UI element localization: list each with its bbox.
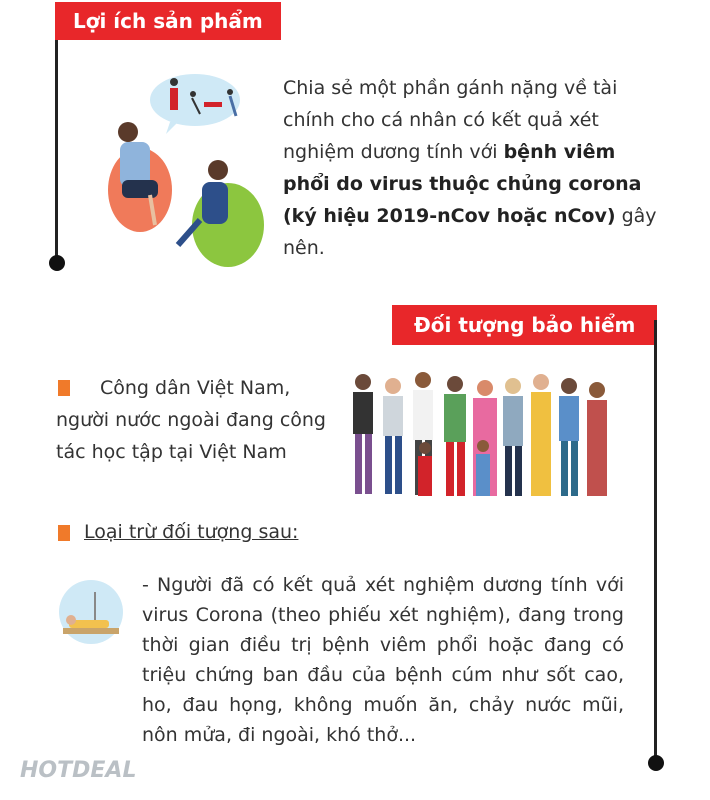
benefit-text-start: Chia sẻ một phần gánh nặng về tài chính cho cá nhân có kết quả xét nghiệm dương tính với	[283, 77, 618, 163]
benefit-text-end: gây nên.	[283, 205, 657, 259]
timeline-line-right	[654, 320, 657, 760]
insured-citizens-label: Công dân Việt Nam, người nước ngoài đang công tác học tập tại Việt Nam	[56, 377, 326, 463]
counseling-illustration	[100, 70, 280, 270]
insured-citizens-text	[56, 372, 346, 468]
benefit-text-bold: bệnh viêm phổi do virus thuộc chủng corona (ký hiệu 2019-nCov hoặc nCov)	[283, 141, 642, 227]
timeline-dot-right	[648, 755, 664, 771]
exclusion-label: Loại trừ đối tượng sau:	[84, 521, 299, 543]
benefit-paragraph	[283, 72, 658, 264]
people-group-illustration	[345, 368, 635, 506]
section-tag-insured-subjects: Đối tượng bảo hiểm	[392, 305, 657, 345]
hotdeal-watermark: HOTDEAL	[20, 758, 137, 783]
exclusion-text: - Người đã có kết quả xét nghiệm dương tính với virus Corona (theo phiếu xét nghiệm), đang trong thời gian điều trị bệnh viêm phổi hoặc đang có triệu chứng ban đầu của bệnh cúm như sốt cao, ho, đau họng, không muốn ăn, chảy nước mũi, nôn mửa, đi ngoài, khó thở...	[142, 574, 624, 746]
timeline-line-left	[55, 18, 58, 263]
exclusion-heading	[84, 516, 298, 548]
timeline-dot-left	[49, 255, 65, 271]
exclusion-paragraph	[142, 570, 624, 750]
section-tag-product-benefits: Lợi ích sản phẩm	[55, 2, 281, 40]
sick-patient-illustration	[55, 578, 127, 646]
bullet-icon	[58, 525, 70, 541]
